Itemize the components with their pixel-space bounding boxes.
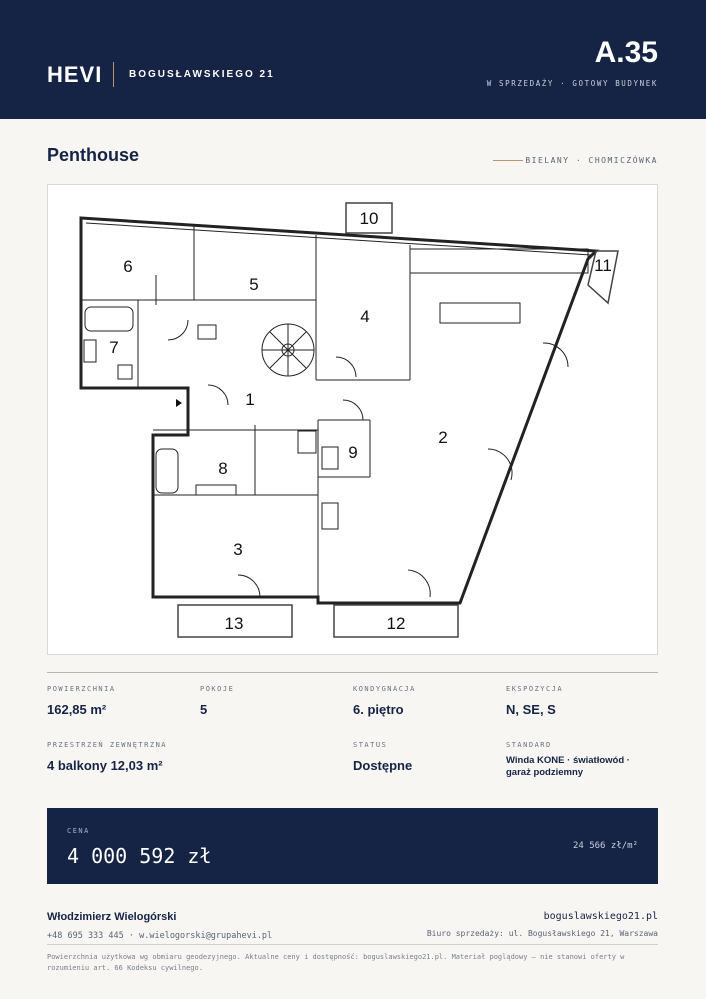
status-label: STATUS <box>353 741 388 749</box>
brand-divider <box>113 62 114 87</box>
price-per-m2: 24 566 zł/m² <box>572 841 638 851</box>
divider-top <box>47 672 658 673</box>
floor-plan <box>47 184 658 655</box>
exposure-label: EKSPOZYCJA <box>506 685 564 693</box>
room-4: 4 <box>360 307 370 326</box>
room-6: 6 <box>123 257 133 276</box>
area-value: 162,85 m² <box>47 702 107 717</box>
area-label: POWIERZCHNIA <box>47 685 116 693</box>
brand-address: BOGUSŁAWSKIEGO 21 <box>129 69 275 80</box>
entrance-arrow-icon <box>176 399 182 407</box>
floor-value: 6. piętro <box>353 702 404 717</box>
rooms-label: POKOJE <box>200 685 235 693</box>
rooms-value: 5 <box>200 702 208 717</box>
location-label: BIELANY · CHOMICZÓWKA <box>525 156 658 165</box>
floor-plan-drawing <box>48 185 659 656</box>
room-10: 10 <box>359 209 379 228</box>
page-title: Penthouse <box>47 145 140 165</box>
agent-contact[interactable]: +48 695 333 445 · w.wielogorski@grupahevi.pl <box>47 931 273 941</box>
room-5: 5 <box>249 275 259 294</box>
room-8: 8 <box>218 459 228 478</box>
room-7: 7 <box>109 338 119 357</box>
agent-name: Włodzimierz Wielogórski <box>47 911 177 923</box>
sales-office: Biuro sprzedaży: ul. Bogusławskiego 21, Warszawa <box>426 929 658 938</box>
unit-code: A.35 <box>594 36 658 69</box>
outdoor-value: 4 balkony 12,03 m² <box>47 758 163 773</box>
outdoor-label: PRZESTRZEŃ ZEWNĘTRZNA <box>47 741 168 749</box>
standard-line-1: Winda KONE · światłowód · <box>506 755 630 766</box>
room-2: 2 <box>438 428 448 447</box>
divider-bottom <box>47 944 658 945</box>
header-bar <box>0 0 706 119</box>
location-accent-line <box>493 160 523 161</box>
room-1: 1 <box>245 390 255 409</box>
website-link[interactable]: boguslawskiego21.pl <box>543 911 658 922</box>
room-13: 13 <box>224 614 244 633</box>
disclaimer: Powierzchnia użytkowa wg obmiaru geodezyjnego. Aktualne ceny i dostępność: boguslawskiego21.pl. Materiał poglądowy — nie stanowi oferty w rozumieniu art. 66 Kodeksu cywilnego. <box>47 953 625 972</box>
price-label: CENA <box>67 827 90 835</box>
floor-label: KONDYGNACJA <box>353 685 416 693</box>
room-12: 12 <box>386 614 406 633</box>
standard-label: STANDARD <box>506 741 552 749</box>
standard-line-2: garaż podziemny <box>506 767 584 778</box>
brand-logo: HEVI <box>47 62 103 87</box>
exposure-value: N, SE, S <box>506 702 556 717</box>
status-value: Dostępne <box>353 758 413 773</box>
room-11: 11 <box>594 256 612 275</box>
price-panel <box>47 808 658 884</box>
room-3: 3 <box>233 540 243 559</box>
price-value: 4 000 592 zł <box>67 844 212 868</box>
room-9: 9 <box>348 443 358 462</box>
unit-status-line: W SPRZEDAŻY · GOTOWY BUDYNEK <box>486 79 658 88</box>
